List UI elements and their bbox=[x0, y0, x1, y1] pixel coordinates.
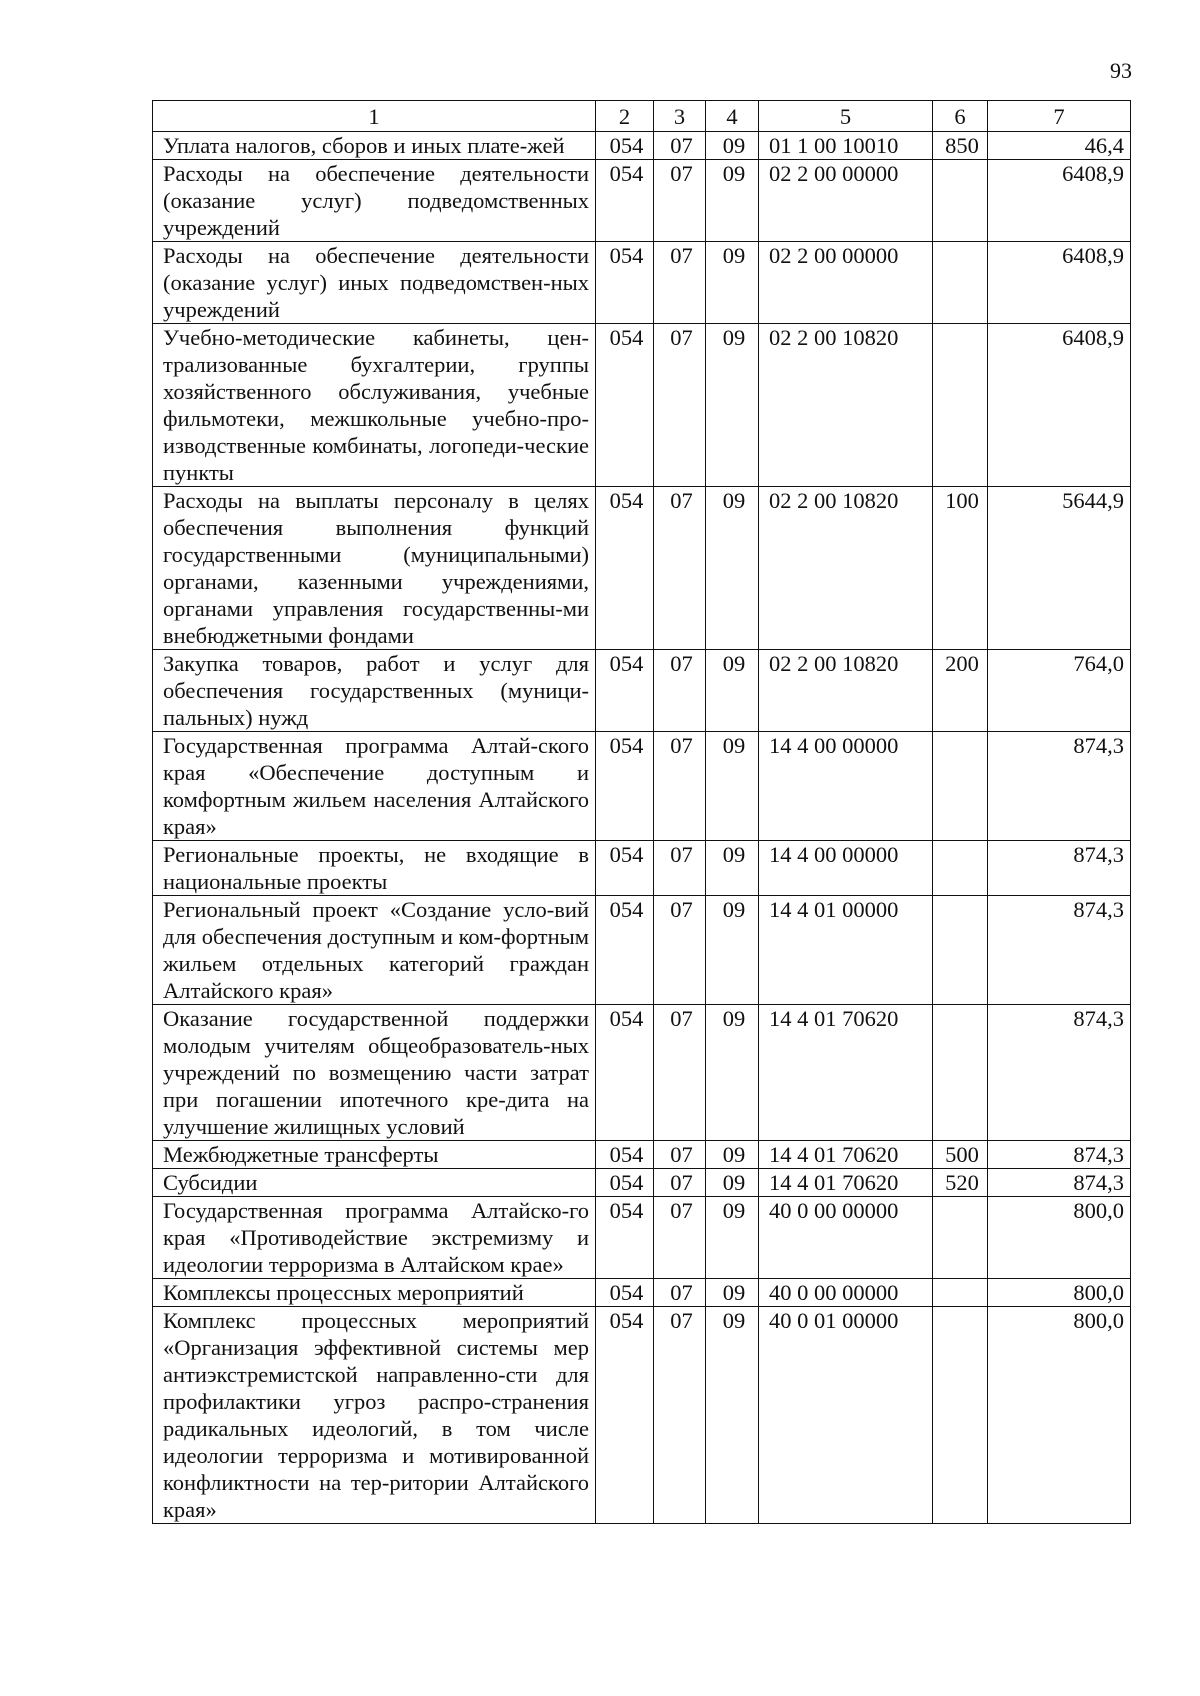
row-amount-cell: 800,0 bbox=[988, 1307, 1131, 1524]
row-amount-cell: 874,3 bbox=[988, 1141, 1131, 1169]
row-name-cell: Государственная программа Алтайско-го края «Противодействие экстремизму и идеологии терроризма в Алтайском крае» bbox=[153, 1197, 596, 1279]
row-ved-cell: 054 bbox=[596, 487, 654, 650]
row-name-cell: Государственная программа Алтай-ского края «Обеспечение доступным и комфортным жильем населения Алтайского края» bbox=[153, 732, 596, 841]
column-header: 4 bbox=[706, 101, 759, 132]
column-header: 7 bbox=[988, 101, 1131, 132]
row-rz-cell: 07 bbox=[654, 324, 706, 487]
row-vr-cell bbox=[933, 1005, 988, 1141]
row-pr-cell: 09 bbox=[706, 650, 759, 732]
row-csr-cell: 01 1 00 10010 bbox=[759, 132, 933, 160]
row-pr-cell: 09 bbox=[706, 160, 759, 242]
row-vr-cell bbox=[933, 1307, 988, 1524]
row-pr-cell: 09 bbox=[706, 1141, 759, 1169]
row-amount-cell: 46,4 bbox=[988, 132, 1131, 160]
row-ved-cell: 054 bbox=[596, 841, 654, 896]
table-row bbox=[153, 896, 1131, 1005]
row-ved-cell: 054 bbox=[596, 650, 654, 732]
row-csr-cell: 14 4 01 00000 bbox=[759, 896, 933, 1005]
row-name-cell: Уплата налогов, сборов и иных плате-жей bbox=[153, 132, 596, 160]
row-amount-cell: 874,3 bbox=[988, 896, 1131, 1005]
row-ved-cell: 054 bbox=[596, 160, 654, 242]
table-row bbox=[153, 1141, 1131, 1169]
row-name-cell: Закупка товаров, работ и услуг для обеспечения государственных (муници-пальных) нужд bbox=[153, 650, 596, 732]
row-rz-cell: 07 bbox=[654, 1005, 706, 1141]
row-amount-cell: 6408,9 bbox=[988, 324, 1131, 487]
row-rz-cell: 07 bbox=[654, 1279, 706, 1307]
row-pr-cell: 09 bbox=[706, 242, 759, 324]
row-rz-cell: 07 bbox=[654, 1141, 706, 1169]
row-pr-cell: 09 bbox=[706, 1279, 759, 1307]
table-row bbox=[153, 732, 1131, 841]
row-vr-cell: 200 bbox=[933, 650, 988, 732]
row-pr-cell: 09 bbox=[706, 487, 759, 650]
table-row bbox=[153, 1197, 1131, 1279]
row-ved-cell: 054 bbox=[596, 242, 654, 324]
row-amount-cell: 874,3 bbox=[988, 1169, 1131, 1197]
row-pr-cell: 09 bbox=[706, 1005, 759, 1141]
row-ved-cell: 054 bbox=[596, 324, 654, 487]
row-vr-cell bbox=[933, 242, 988, 324]
row-rz-cell: 07 bbox=[654, 132, 706, 160]
row-pr-cell: 09 bbox=[706, 896, 759, 1005]
row-name-cell: Комплекс процессных мероприятий «Организация эффективной системы мер антиэкстремистской направленно-сти для профилактики угроз распро-странения радикальных идеологий, в том числе идеологии терроризма и мотивированной конфликтности на тер-ритории Алтайского края» bbox=[153, 1307, 596, 1524]
row-ved-cell: 054 bbox=[596, 1169, 654, 1197]
table-row bbox=[153, 1279, 1131, 1307]
table-row bbox=[153, 650, 1131, 732]
row-name-cell: Расходы на обеспечение деятельности (оказание услуг) подведомственных учреждений bbox=[153, 160, 596, 242]
column-header: 1 bbox=[153, 101, 596, 132]
row-vr-cell bbox=[933, 1279, 988, 1307]
row-vr-cell bbox=[933, 896, 988, 1005]
row-csr-cell: 14 4 00 00000 bbox=[759, 732, 933, 841]
header-row bbox=[153, 101, 1131, 132]
row-name-cell: Расходы на выплаты персоналу в целях обеспечения выполнения функций государственными (муниципальными) органами, казенными учреждениями, органами управления государственны-ми внебюджетными фондами bbox=[153, 487, 596, 650]
row-amount-cell: 6408,9 bbox=[988, 242, 1131, 324]
table-row bbox=[153, 841, 1131, 896]
row-name-cell: Региональные проекты, не входящие в национальные проекты bbox=[153, 841, 596, 896]
row-csr-cell: 40 0 00 00000 bbox=[759, 1197, 933, 1279]
row-amount-cell: 764,0 bbox=[988, 650, 1131, 732]
page-number: 93 bbox=[1110, 58, 1132, 83]
table-row bbox=[153, 132, 1131, 160]
row-csr-cell: 14 4 00 00000 bbox=[759, 841, 933, 896]
row-rz-cell: 07 bbox=[654, 1169, 706, 1197]
row-csr-cell: 14 4 01 70620 bbox=[759, 1005, 933, 1141]
row-ved-cell: 054 bbox=[596, 1005, 654, 1141]
row-ved-cell: 054 bbox=[596, 896, 654, 1005]
row-rz-cell: 07 bbox=[654, 1307, 706, 1524]
table-row bbox=[153, 324, 1131, 487]
row-ved-cell: 054 bbox=[596, 1307, 654, 1524]
row-pr-cell: 09 bbox=[706, 324, 759, 487]
row-amount-cell: 5644,9 bbox=[988, 487, 1131, 650]
row-ved-cell: 054 bbox=[596, 732, 654, 841]
row-rz-cell: 07 bbox=[654, 160, 706, 242]
row-csr-cell: 40 0 01 00000 bbox=[759, 1307, 933, 1524]
row-amount-cell: 800,0 bbox=[988, 1197, 1131, 1279]
row-rz-cell: 07 bbox=[654, 242, 706, 324]
row-pr-cell: 09 bbox=[706, 1197, 759, 1279]
row-name-cell: Межбюджетные трансферты bbox=[153, 1141, 596, 1169]
row-vr-cell bbox=[933, 1197, 988, 1279]
row-ved-cell: 054 bbox=[596, 1279, 654, 1307]
row-name-cell: Учебно-методические кабинеты, цен-трализованные бухгалтерии, группы хозяйственного обслуживания, учебные фильмотеки, межшкольные учебно-про-изводственные комбинаты, логопеди-ческие пункты bbox=[153, 324, 596, 487]
row-csr-cell: 40 0 00 00000 bbox=[759, 1279, 933, 1307]
table-row bbox=[153, 1307, 1131, 1524]
row-amount-cell: 874,3 bbox=[988, 732, 1131, 841]
row-rz-cell: 07 bbox=[654, 732, 706, 841]
budget-table bbox=[152, 100, 1131, 1524]
column-header: 6 bbox=[933, 101, 988, 132]
row-csr-cell: 14 4 01 70620 bbox=[759, 1141, 933, 1169]
table-row bbox=[153, 242, 1131, 324]
row-amount-cell: 874,3 bbox=[988, 1005, 1131, 1141]
row-vr-cell: 500 bbox=[933, 1141, 988, 1169]
row-amount-cell: 6408,9 bbox=[988, 160, 1131, 242]
table-row bbox=[153, 487, 1131, 650]
table-row bbox=[153, 1169, 1131, 1197]
row-name-cell: Комплексы процессных мероприятий bbox=[153, 1279, 596, 1307]
row-pr-cell: 09 bbox=[706, 1169, 759, 1197]
row-ved-cell: 054 bbox=[596, 1141, 654, 1169]
row-vr-cell: 850 bbox=[933, 132, 988, 160]
row-csr-cell: 02 2 00 00000 bbox=[759, 160, 933, 242]
row-pr-cell: 09 bbox=[706, 1307, 759, 1524]
table-body bbox=[153, 132, 1131, 1524]
row-rz-cell: 07 bbox=[654, 487, 706, 650]
row-csr-cell: 02 2 00 00000 bbox=[759, 242, 933, 324]
row-vr-cell bbox=[933, 841, 988, 896]
row-name-cell: Региональный проект «Создание усло-вий для обеспечения доступным и ком-фортным жильем отдельных категорий граждан Алтайского края» bbox=[153, 896, 596, 1005]
row-ved-cell: 054 bbox=[596, 132, 654, 160]
row-pr-cell: 09 bbox=[706, 132, 759, 160]
row-vr-cell: 520 bbox=[933, 1169, 988, 1197]
row-csr-cell: 14 4 01 70620 bbox=[759, 1169, 933, 1197]
row-amount-cell: 874,3 bbox=[988, 841, 1131, 896]
table-row bbox=[153, 160, 1131, 242]
row-vr-cell bbox=[933, 732, 988, 841]
row-csr-cell: 02 2 00 10820 bbox=[759, 324, 933, 487]
row-csr-cell: 02 2 00 10820 bbox=[759, 650, 933, 732]
row-name-cell: Оказание государственной поддержки молодым учителям общеобразователь-ных учреждений по возмещению части затрат при погашении ипотечного кре-дита на улучшение жилищных условий bbox=[153, 1005, 596, 1141]
column-header: 2 bbox=[596, 101, 654, 132]
row-csr-cell: 02 2 00 10820 bbox=[759, 487, 933, 650]
row-rz-cell: 07 bbox=[654, 841, 706, 896]
row-ved-cell: 054 bbox=[596, 1197, 654, 1279]
row-rz-cell: 07 bbox=[654, 896, 706, 1005]
row-pr-cell: 09 bbox=[706, 841, 759, 896]
row-rz-cell: 07 bbox=[654, 650, 706, 732]
row-vr-cell bbox=[933, 324, 988, 487]
row-amount-cell: 800,0 bbox=[988, 1279, 1131, 1307]
row-rz-cell: 07 bbox=[654, 1197, 706, 1279]
row-name-cell: Субсидии bbox=[153, 1169, 596, 1197]
row-name-cell: Расходы на обеспечение деятельности (оказание услуг) иных подведомствен-ных учреждений bbox=[153, 242, 596, 324]
table-row bbox=[153, 1005, 1131, 1141]
column-header: 5 bbox=[759, 101, 933, 132]
row-vr-cell bbox=[933, 160, 988, 242]
column-header: 3 bbox=[654, 101, 706, 132]
row-pr-cell: 09 bbox=[706, 732, 759, 841]
row-vr-cell: 100 bbox=[933, 487, 988, 650]
